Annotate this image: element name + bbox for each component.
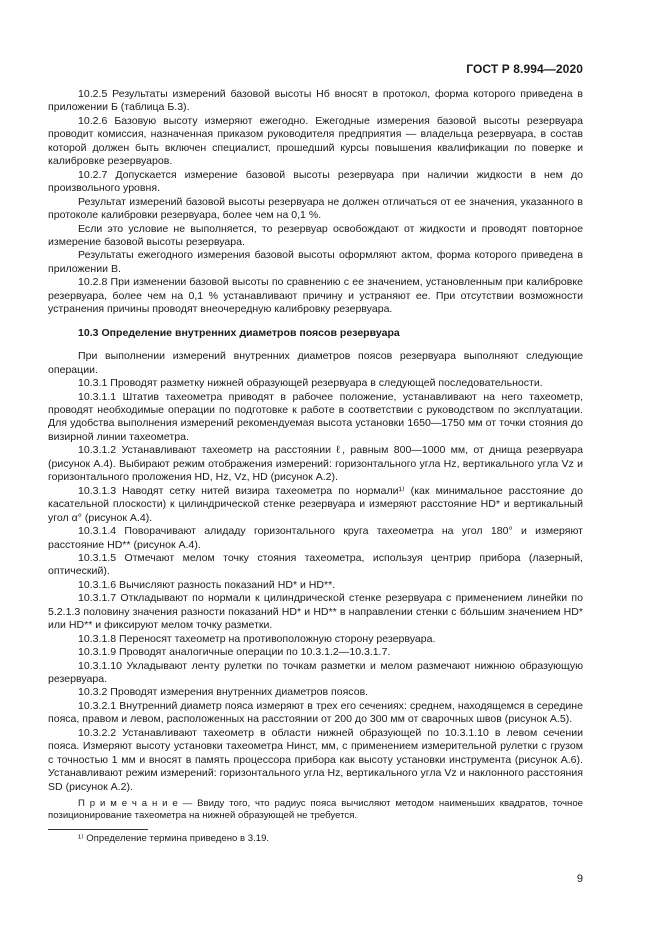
- section-heading: 10.3 Определение внутренних диаметров поясов резервуара: [78, 326, 400, 339]
- footnote: ¹⁾ Определение термина приведено в 3.19.: [78, 832, 270, 844]
- paragraph-10-3-1-8: 10.3.1.8 Переносят тахеометр на противоположную сторону резервуара.: [78, 632, 436, 645]
- paragraph-10-3-1-3: 10.3.1.3 Наводят сетку нитей визира тахеометра по нормали¹⁾ (как минимальное расстояние до касательной плоскости) к цилиндрической стенке резервуара и измеряют расстояние HD* и вертикальный угол α° (рисунок А.4).: [48, 484, 583, 524]
- paragraph-10-3-1-1: 10.3.1.1 Штатив тахеометра приводят в рабочее положение, устанавливают на него тахеометр, проводят необходимые операции по подготовке к работе в соответствии с руководством по эксплуатации. Для удобства выполнения измерений рекомендуемая высота установки 1650—1750 мм от точки стояния до визирной линии тахеометра.: [48, 390, 583, 443]
- paragraph-intro: При выполнении измерений внутренних диаметров поясов резервуара выполняют следующие операции.: [48, 350, 583, 376]
- spacer: [48, 340, 583, 350]
- paragraph-10-3-1-6: 10.3.1.6 Вычисляют разность показаний HD* и HD**.: [78, 578, 336, 591]
- footnote-divider: [48, 829, 148, 830]
- paragraph-10-3-1: 10.3.1 Проводят разметку нижней образующей резервуара в следующей последовательности.: [78, 377, 543, 390]
- paragraph-10-3-2-1: 10.3.2.1 Внутренний диаметр пояса измеряют в трех его сечениях: среднем, находящемся в середине пояса, правом и левом, расположенных на расстоянии от 200 до 300 мм от сварочных швов (рисунок А.5).: [48, 699, 583, 726]
- paragraph-10-2-5: 10.2.5 Результаты измерений базовой высоты Hб вносят в протокол, форма которого приведена в приложении Б (таблица Б.3).: [48, 88, 583, 114]
- paragraph-10-3-2-2: 10.3.2.2 Устанавливают тахеометр в области нижней образующей по 10.3.1.10 в левом сечении пояса. Измеряют высоту установки тахеометра Hинст, мм, с применением измерительной рулетки с грузом с точностью 1 мм и вносят в память процессора прибора как высоту установки инструмента (рисунок А.6). Устанавливают режим измерений: горизонтального угла Hz, вертикального угла Vz и наклонного расстояния SD (рисунок А.2).: [48, 726, 583, 793]
- paragraph-10-2-8: 10.2.8 При изменении базовой высоты по сравнению с ее значением, установленным при калибровке резервуара, более чем на 0,1 % устанавливают причину и устраняют ее. При отсутствии возможности устранения причины проводят внеочередную калибровку резервуара.: [48, 276, 583, 316]
- spacer: [48, 317, 583, 327]
- paragraph-10-3-1-10: 10.3.1.10 Укладывают ленту рулетки по точкам разметки и мелом размечают нижнюю образующую резервуара.: [48, 659, 583, 686]
- paragraph-10-2-7: 10.2.7 Допускается измерение базовой высоты резервуара при наличии жидкости в нем до произвольного уровня.: [48, 168, 583, 195]
- paragraph-10-3-1-4: 10.3.1.4 Поворачивают алидаду горизонтального круга тахеометра на угол 180° и измеряют расстояние HD** (рисунок А.4).: [48, 525, 583, 551]
- paragraph-condition: Если это условие не выполняется, то резервуар освобождают от жидкости и проводят повторное измерение базовой высоты резервуара.: [48, 222, 583, 248]
- standard-code: ГОСТ Р 8.994—2020: [466, 62, 583, 76]
- paragraph-10-3-1-9: 10.3.1.9 Проводят аналогичные операции по 10.3.1.2—10.3.1.7.: [78, 646, 391, 659]
- note: П р и м е ч а н и е — Ввиду того, что радиус пояса вычисляют методом наименьших квадратов, точное позиционирование тахеометра на нижней образующей не требуется.: [48, 798, 583, 822]
- paragraph-10-3-1-5: 10.3.1.5 Отмечают мелом точку стояния тахеометра, используя центрир прибора (лазерный, оптический).: [48, 551, 583, 578]
- paragraph-result: Результат измерений базовой высоты резервуара не должен отличаться от ее значения, указанного в протоколе калибровки резервуара, более чем на 0,1 %.: [48, 195, 583, 222]
- paragraph-10-2-6: 10.2.6 Базовую высоту измеряют ежегодно. Ежегодные измерения базовой высоты резервуара проводит комиссия, назначенная приказом руководителя предприятия — владельца резервуара, в состав которой должен быть включен специалист, прошедший курсы повышения квалификации по поверке и калибровке резервуаров.: [48, 114, 583, 168]
- paragraph-10-3-1-2: 10.3.1.2 Устанавливают тахеометр на расстоянии ℓ, равным 800—1000 мм, от днища резервуара (рисунок А.4). Выбирают режим отображения измерений: горизонтального угла Hz, вертикального угла Vz и горизонтального проложения HD, Hz, Vz, HD (рисунок А.2).: [48, 444, 583, 484]
- document-body: [48, 88, 583, 845]
- page-number: 9: [576, 873, 583, 885]
- paragraph-10-3-1-7: 10.3.1.7 Откладывают по нормали к цилиндрической стенке резервуара с применением линейки по 5.2.1.3 половину значения разности показаний HD* и HD** в направлении стенки с бо́льшим значением HD* или HD** и фиксируют мелом точку разметки.: [48, 592, 583, 632]
- paragraph-10-3-2: 10.3.2 Проводят измерения внутренних диаметров поясов.: [78, 686, 369, 699]
- paragraph-annual-results: Результаты ежегодного измерения базовой высоты оформляют актом, форма которого приведена в приложении В.: [48, 249, 583, 275]
